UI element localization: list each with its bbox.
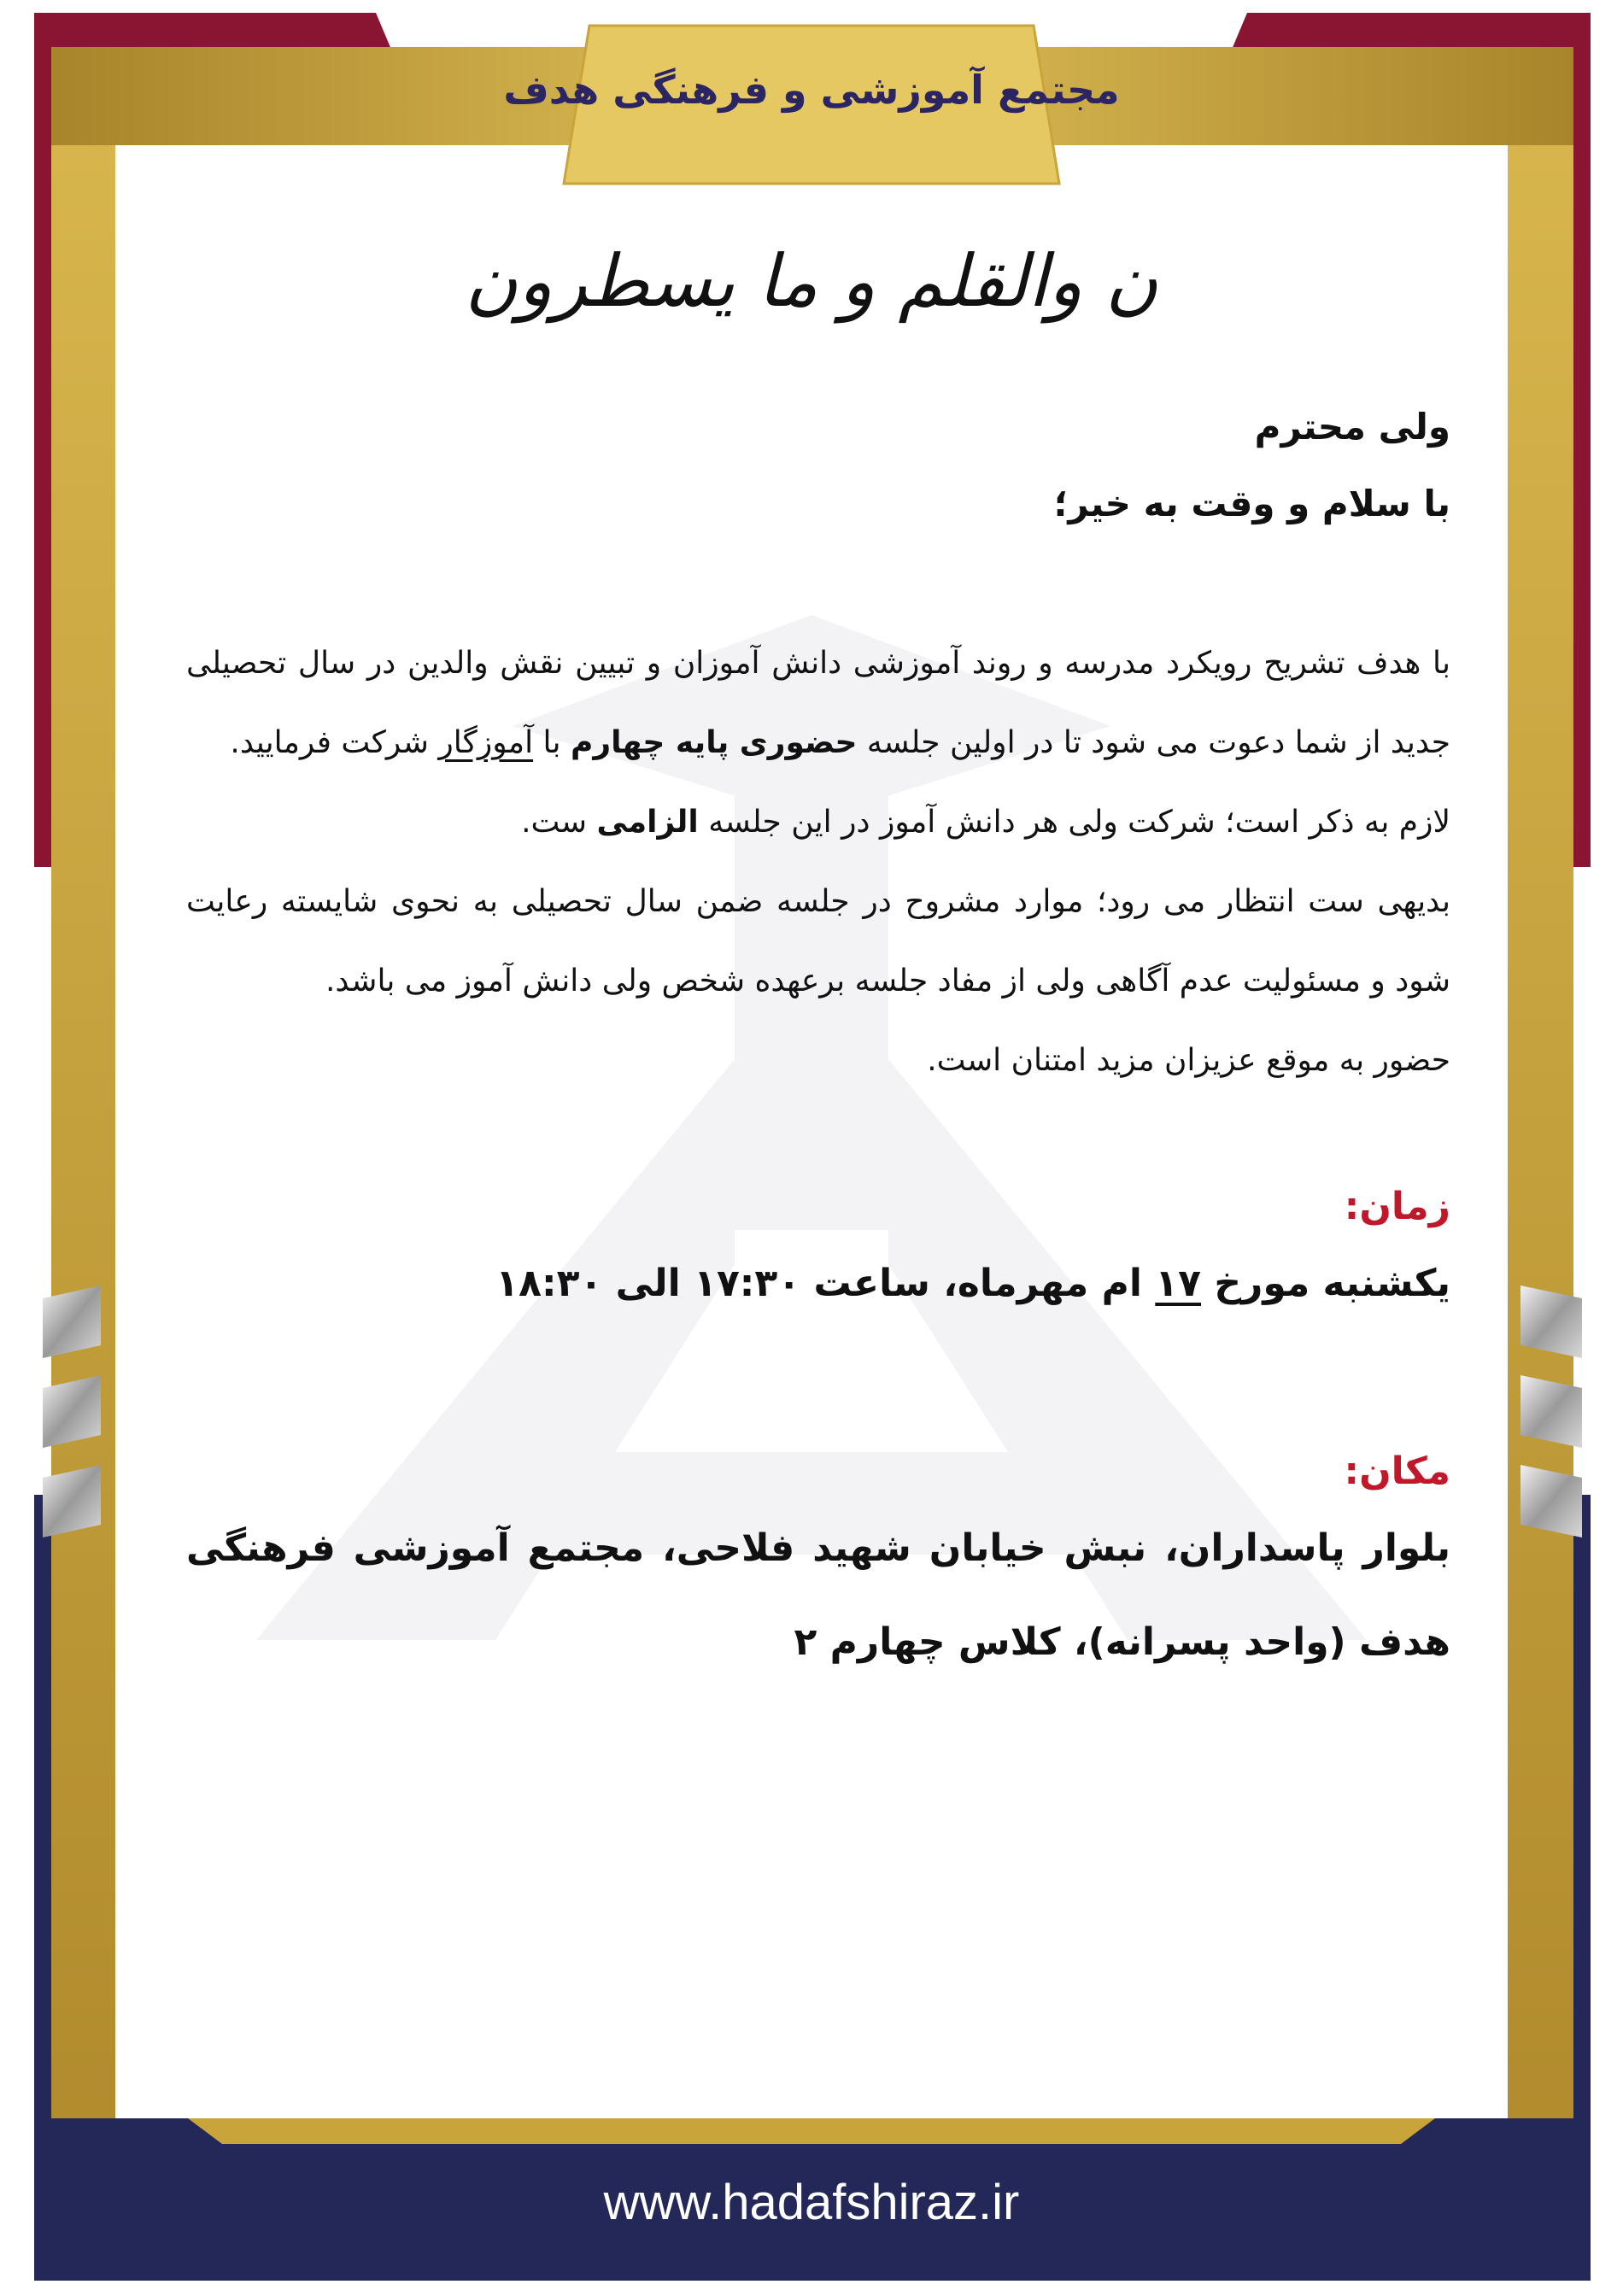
day-number: ۱۷: [1155, 1262, 1201, 1305]
greeting-line-1: ولی محترم: [1254, 406, 1450, 448]
header-title: مجتمع آموزشی و فرهنگی هدف: [503, 67, 1120, 113]
paragraph-invitation: با هدف تشریح رویکرد مدرسه و روند آموزشی دانش آموزان و تبیین نقش والدین در سال تحصیلی جدید از شما دعوت می شود تا در اولین جلسه حضوری پایه چهارم با آموزگار شرکت فرمایید.: [186, 646, 1450, 760]
place-value: بلوار پاسداران، نبش خیابان شهید فلاحی، مجتمع آموزشی فرهنگی هدف (واحد پسرانه)، کلاس چهارم ۲: [186, 1526, 1450, 1664]
verse-calligraphy: ن والقلم و ما یسطرون: [465, 239, 1158, 323]
bold-grade: حضوری پایه چهارم: [570, 725, 858, 760]
time-value: یکشنبه مورخ ۱۷ ام مهرماه، ساعت ۱۷:۳۰ الی ۱۸:۳۰: [495, 1262, 1450, 1305]
paragraph-closing: حضور به موقع عزیزان مزید امتنان است.: [927, 1043, 1450, 1078]
letter-body: [186, 401, 1450, 1690]
paragraph-expectation: بدیهی ست انتظار می رود؛ موارد مشروح در جلسه ضمن سال تحصیلی به نحوی شایسته رعایت شود و مسئولیت عدم آگاهی ولی از مفاد جلسه برعهده شخص ولی دانش آموز می باشد.: [186, 884, 1450, 999]
time-label: زمان:: [1344, 1185, 1450, 1228]
place-label: مکان:: [1344, 1450, 1450, 1493]
greeting-line-2: با سلام و وقت به خیر؛: [1053, 483, 1450, 524]
footer-website-url: www.hadafshiraz.ir: [603, 2175, 1020, 2230]
underlined-teacher: آموزگار: [438, 725, 534, 760]
paragraph-mandatory: لازم به ذکر است؛ شرکت ولی هر دانش آموز در این جلسه الزامی ست.: [521, 805, 1450, 840]
bold-mandatory: الزامی: [596, 805, 699, 840]
